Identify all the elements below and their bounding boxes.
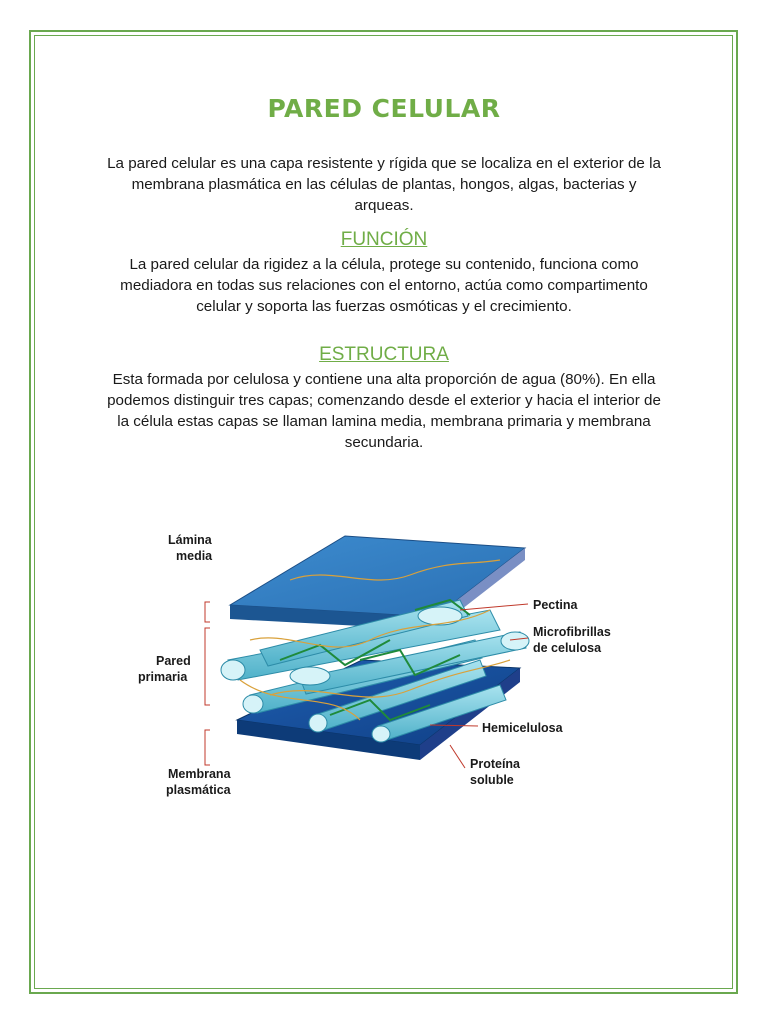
label-lamina-1: Lámina [168,533,212,547]
label-pared-1: Pared [156,654,191,668]
label-hemicelulosa: Hemicelulosa [482,721,563,735]
label-micro-1: Microfibrillas [533,625,611,639]
funcion-paragraph: La pared celular da rigidez a la célula, protege su contenido, funciona como mediadora en todas sus relaciones con el entorno, actúa como compartimento celular y soporta las fuerzas osmóticas y el crecimiento. [120,256,648,315]
label-micro-2: de celulosa [533,641,602,655]
left-brackets [205,602,210,765]
label-pectina: Pectina [533,598,578,612]
label-pared-2: primaria [138,670,188,684]
page-title: PARED CELULAR [267,94,501,123]
cell-wall-diagram [130,520,630,820]
section-heading-estructura: ESTRUCTURA [319,344,449,365]
label-proteina-2: soluble [470,773,514,787]
estructura-paragraph: Esta formada por celulosa y contiene una alta proporción de agua (80%). En ella podemos distinguir tres capas; comenzando desde el exterior y hacia el interior de la célula estas capas se llaman lamina media, membrana primaria y membrana secundaria. [107,371,661,451]
label-lamina-2: media [176,549,213,563]
section-heading-funcion: FUNCIÓN [340,229,428,250]
intro-paragraph: La pared celular es una capa resistente y rígida que se localiza en el exterior de la membrana plasmática en las células de plantas, hongos, algas, bacterias y arqueas. [107,155,661,214]
label-proteina-1: Proteína [470,757,521,771]
label-membrana-2: plasmática [166,783,231,797]
label-membrana-1: Membrana [168,767,231,781]
